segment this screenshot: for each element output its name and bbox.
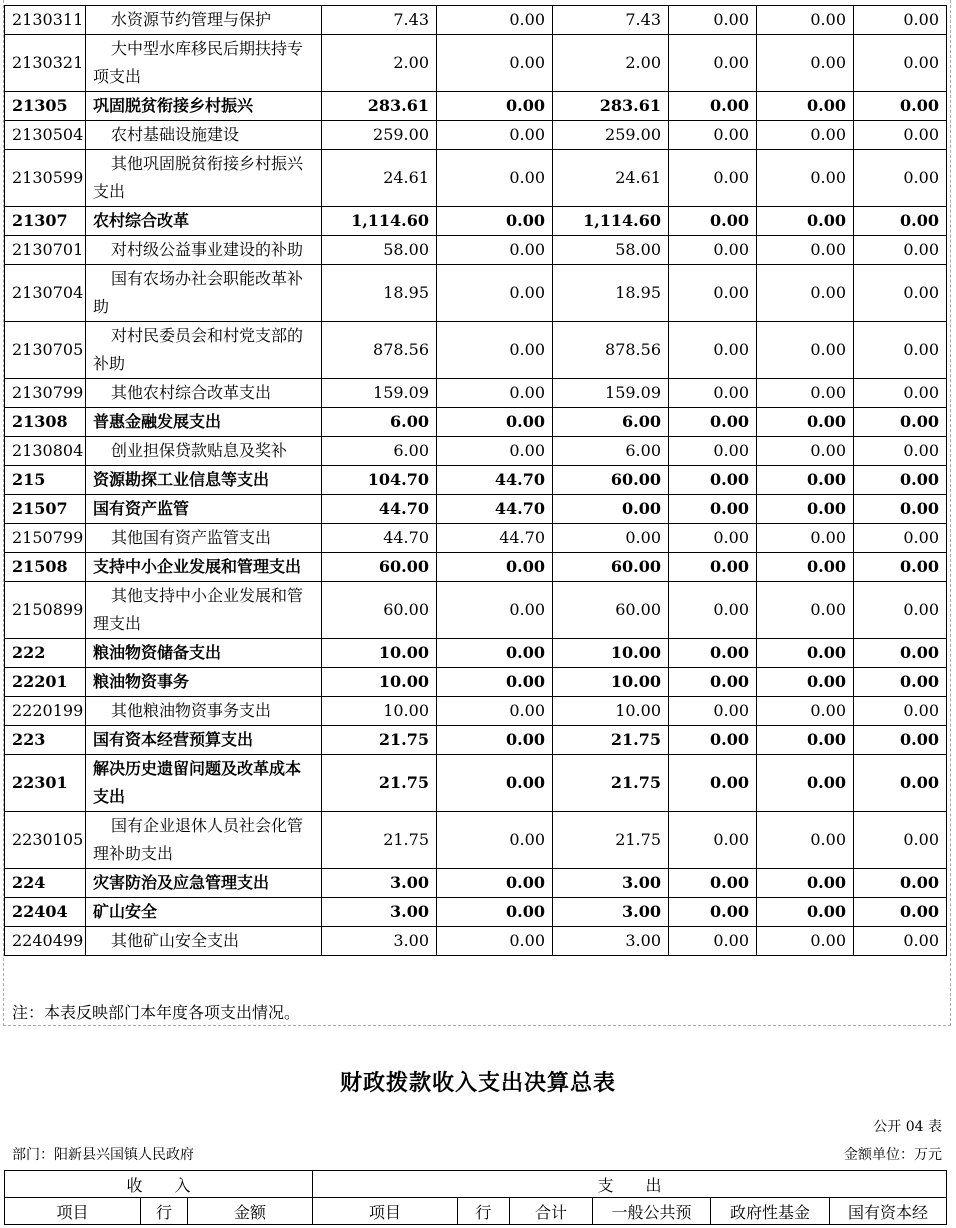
row-value-5: 0.00 xyxy=(757,408,854,437)
row-value-3: 10.00 xyxy=(553,668,669,697)
row-name: 其他粮油物资事务支出 xyxy=(111,701,272,720)
table-row xyxy=(5,466,947,495)
income-header: 收 入 xyxy=(5,1171,313,1198)
row-value-5: 0.00 xyxy=(757,668,854,697)
row-value-6: 0.00 xyxy=(854,92,947,121)
row-value-5: 0.00 xyxy=(757,524,854,553)
row-value-2: 0.00 xyxy=(437,150,553,207)
row-value-3: 3.00 xyxy=(553,898,669,927)
row-code: 21307 xyxy=(5,207,86,236)
col-general-budget: 一般公共预 xyxy=(593,1198,711,1225)
row-value-6: 0.00 xyxy=(854,322,947,379)
expenditure-table xyxy=(4,5,947,956)
row-value-4: 0.00 xyxy=(669,726,757,755)
row-code: 22404 xyxy=(5,898,86,927)
row-value-6: 0.00 xyxy=(854,582,947,639)
table-row xyxy=(5,495,947,524)
row-value-6: 0.00 xyxy=(854,524,947,553)
row-name: 普惠金融发展支出 xyxy=(93,412,222,431)
row-name-cell xyxy=(86,236,322,265)
row-value-1: 1,114.60 xyxy=(322,207,437,236)
row-code: 2130504 xyxy=(5,121,86,150)
row-name-cell xyxy=(86,150,322,207)
row-value-2: 0.00 xyxy=(437,207,553,236)
row-value-3: 21.75 xyxy=(553,812,669,869)
row-name: 水资源节约管理与保护 xyxy=(111,10,272,29)
row-value-1: 3.00 xyxy=(322,898,437,927)
row-value-1: 44.70 xyxy=(322,524,437,553)
table-row xyxy=(5,6,947,35)
row-code: 2130804 xyxy=(5,437,86,466)
col-income-line: 行 xyxy=(141,1198,188,1225)
row-name: 农村基础设施建设 xyxy=(111,125,240,144)
row-name-cell xyxy=(86,582,322,639)
table-row xyxy=(5,437,947,466)
row-value-6: 0.00 xyxy=(854,898,947,927)
row-value-4: 0.00 xyxy=(669,92,757,121)
row-name: 粮油物资事务 xyxy=(93,672,190,691)
row-value-5: 0.00 xyxy=(757,265,854,322)
row-value-2: 0.00 xyxy=(437,668,553,697)
row-code: 21507 xyxy=(5,495,86,524)
table-row xyxy=(5,92,947,121)
row-code: 224 xyxy=(5,869,86,898)
amount-unit-label: 金额单位：万元 xyxy=(844,1147,942,1163)
row-value-3: 3.00 xyxy=(553,927,669,956)
row-name-cell xyxy=(86,121,322,150)
row-value-4: 0.00 xyxy=(669,6,757,35)
row-value-4: 0.00 xyxy=(669,869,757,898)
row-value-2: 0.00 xyxy=(437,408,553,437)
row-value-3: 18.95 xyxy=(553,265,669,322)
row-value-2: 0.00 xyxy=(437,121,553,150)
row-name: 农村综合改革 xyxy=(93,211,190,230)
row-name: 大中型水库移民后期扶持专项支出 xyxy=(93,39,304,86)
row-value-3: 1,114.60 xyxy=(553,207,669,236)
row-value-6: 0.00 xyxy=(854,408,947,437)
row-value-5: 0.00 xyxy=(757,236,854,265)
table-row xyxy=(5,726,947,755)
row-value-3: 2.00 xyxy=(553,35,669,92)
row-value-2: 0.00 xyxy=(437,92,553,121)
row-name-cell xyxy=(86,35,322,92)
row-value-1: 60.00 xyxy=(322,582,437,639)
col-income-amount: 金额 xyxy=(188,1198,313,1225)
table-row xyxy=(5,322,947,379)
row-value-3: 24.61 xyxy=(553,150,669,207)
row-value-1: 104.70 xyxy=(322,466,437,495)
row-value-6: 0.00 xyxy=(854,553,947,582)
row-value-5: 0.00 xyxy=(757,466,854,495)
row-code: 2130799 xyxy=(5,379,86,408)
row-value-5: 0.00 xyxy=(757,869,854,898)
col-expense-item: 项目 xyxy=(313,1198,458,1225)
row-value-4: 0.00 xyxy=(669,265,757,322)
row-value-1: 3.00 xyxy=(322,869,437,898)
row-name: 巩固脱贫衔接乡村振兴 xyxy=(93,96,254,115)
row-name-cell xyxy=(86,6,322,35)
row-value-1: 159.09 xyxy=(322,379,437,408)
table-body xyxy=(5,6,947,956)
department-label: 部门：阳新县兴国镇人民政府 xyxy=(12,1147,194,1163)
row-value-5: 0.00 xyxy=(757,582,854,639)
row-value-1: 10.00 xyxy=(322,697,437,726)
row-value-3: 60.00 xyxy=(553,466,669,495)
row-value-4: 0.00 xyxy=(669,466,757,495)
row-value-2: 0.00 xyxy=(437,582,553,639)
row-value-6: 0.00 xyxy=(854,697,947,726)
row-value-2: 0.00 xyxy=(437,265,553,322)
table-row xyxy=(5,207,947,236)
row-name: 其他巩固脱贫衔接乡村振兴支出 xyxy=(93,154,304,201)
row-value-1: 10.00 xyxy=(322,639,437,668)
row-name-cell xyxy=(86,755,322,812)
row-name-cell xyxy=(86,408,322,437)
row-name-cell xyxy=(86,379,322,408)
row-value-3: 10.00 xyxy=(553,697,669,726)
row-name-cell xyxy=(86,322,322,379)
col-expense-total: 合计 xyxy=(510,1198,593,1225)
row-value-6: 0.00 xyxy=(854,6,947,35)
row-name: 国有资产监管 xyxy=(93,499,190,518)
row-value-2: 0.00 xyxy=(437,697,553,726)
row-code: 2130705 xyxy=(5,322,86,379)
row-value-4: 0.00 xyxy=(669,437,757,466)
row-value-4: 0.00 xyxy=(669,495,757,524)
table-row xyxy=(5,697,947,726)
table-row xyxy=(5,812,947,869)
row-name-cell xyxy=(86,92,322,121)
row-code: 21308 xyxy=(5,408,86,437)
row-value-3: 6.00 xyxy=(553,437,669,466)
row-value-1: 24.61 xyxy=(322,150,437,207)
row-name: 粮油物资储备支出 xyxy=(93,643,222,662)
row-value-5: 0.00 xyxy=(757,639,854,668)
row-name-cell xyxy=(86,639,322,668)
row-value-4: 0.00 xyxy=(669,379,757,408)
row-value-5: 0.00 xyxy=(757,927,854,956)
row-value-6: 0.00 xyxy=(854,668,947,697)
col-state-capital: 国有资本经 xyxy=(830,1198,947,1225)
row-value-5: 0.00 xyxy=(757,697,854,726)
row-value-2: 0.00 xyxy=(437,726,553,755)
row-value-3: 159.09 xyxy=(553,379,669,408)
row-code: 2130704 xyxy=(5,265,86,322)
row-value-3: 283.61 xyxy=(553,92,669,121)
row-name: 支持中小企业发展和管理支出 xyxy=(93,557,302,576)
row-value-6: 0.00 xyxy=(854,236,947,265)
table-note: 注：本表反映部门本年度各项支出情况。 xyxy=(12,1003,301,1022)
table-row xyxy=(5,668,947,697)
col-gov-fund: 政府性基金 xyxy=(711,1198,830,1225)
row-value-5: 0.00 xyxy=(757,726,854,755)
table-row xyxy=(5,869,947,898)
row-name: 创业担保贷款贴息及奖补 xyxy=(111,441,288,460)
row-name-cell xyxy=(86,668,322,697)
table-row xyxy=(5,755,947,812)
row-value-2: 0.00 xyxy=(437,6,553,35)
row-value-5: 0.00 xyxy=(757,379,854,408)
row-value-1: 283.61 xyxy=(322,92,437,121)
row-value-3: 878.56 xyxy=(553,322,669,379)
row-code: 2240499 xyxy=(5,927,86,956)
row-value-1: 878.56 xyxy=(322,322,437,379)
row-value-3: 0.00 xyxy=(553,524,669,553)
table-row xyxy=(5,553,947,582)
row-value-6: 0.00 xyxy=(854,927,947,956)
row-value-3: 3.00 xyxy=(553,869,669,898)
table-row xyxy=(5,582,947,639)
row-value-1: 6.00 xyxy=(322,437,437,466)
row-value-6: 0.00 xyxy=(854,265,947,322)
row-value-1: 6.00 xyxy=(322,408,437,437)
row-name: 对村民委员会和村党支部的补助 xyxy=(93,326,304,373)
row-value-3: 60.00 xyxy=(553,582,669,639)
row-name-cell xyxy=(86,265,322,322)
row-value-4: 0.00 xyxy=(669,755,757,812)
row-value-5: 0.00 xyxy=(757,150,854,207)
row-value-1: 58.00 xyxy=(322,236,437,265)
row-value-5: 0.00 xyxy=(757,207,854,236)
row-name-cell xyxy=(86,437,322,466)
row-value-4: 0.00 xyxy=(669,207,757,236)
row-name: 其他矿山安全支出 xyxy=(111,931,240,950)
expense-header: 支 出 xyxy=(313,1171,947,1198)
row-name-cell xyxy=(86,869,322,898)
row-value-4: 0.00 xyxy=(669,524,757,553)
row-name: 灾害防治及应急管理支出 xyxy=(93,873,270,892)
row-value-2: 44.70 xyxy=(437,466,553,495)
row-value-6: 0.00 xyxy=(854,207,947,236)
table-row xyxy=(5,524,947,553)
row-name: 国有农场办社会职能改革补助 xyxy=(93,269,304,316)
summary-table-header xyxy=(4,1170,947,1225)
row-name: 国有资本经营预算支出 xyxy=(93,730,254,749)
row-value-1: 44.70 xyxy=(322,495,437,524)
row-value-3: 6.00 xyxy=(553,408,669,437)
row-value-5: 0.00 xyxy=(757,437,854,466)
row-code: 2130311 xyxy=(5,6,86,35)
row-value-1: 2.00 xyxy=(322,35,437,92)
row-code: 223 xyxy=(5,726,86,755)
row-name: 其他农村综合改革支出 xyxy=(111,383,272,402)
table-row xyxy=(5,408,947,437)
row-value-5: 0.00 xyxy=(757,812,854,869)
row-code: 22201 xyxy=(5,668,86,697)
row-name-cell xyxy=(86,466,322,495)
row-value-1: 259.00 xyxy=(322,121,437,150)
row-value-6: 0.00 xyxy=(854,726,947,755)
table-row xyxy=(5,236,947,265)
table-row xyxy=(5,898,947,927)
row-code: 2130321 xyxy=(5,35,86,92)
row-value-6: 0.00 xyxy=(854,466,947,495)
row-value-5: 0.00 xyxy=(757,755,854,812)
row-value-5: 0.00 xyxy=(757,898,854,927)
table-row xyxy=(5,265,947,322)
row-value-4: 0.00 xyxy=(669,236,757,265)
form-number: 公开 04 表 xyxy=(873,1119,942,1135)
row-value-2: 0.00 xyxy=(437,869,553,898)
row-value-4: 0.00 xyxy=(669,697,757,726)
table-row xyxy=(5,35,947,92)
row-code: 2130701 xyxy=(5,236,86,265)
row-code: 2150899 xyxy=(5,582,86,639)
row-code: 22301 xyxy=(5,755,86,812)
row-name: 矿山安全 xyxy=(93,902,158,921)
row-name: 资源勘探工业信息等支出 xyxy=(93,470,270,489)
table-row xyxy=(5,639,947,668)
row-value-5: 0.00 xyxy=(757,495,854,524)
row-value-6: 0.00 xyxy=(854,150,947,207)
row-value-3: 21.75 xyxy=(553,726,669,755)
row-value-5: 0.00 xyxy=(757,35,854,92)
row-code: 2130599 xyxy=(5,150,86,207)
row-value-6: 0.00 xyxy=(854,495,947,524)
row-code: 21508 xyxy=(5,553,86,582)
row-value-1: 60.00 xyxy=(322,553,437,582)
row-value-4: 0.00 xyxy=(669,553,757,582)
row-value-5: 0.00 xyxy=(757,121,854,150)
row-value-2: 0.00 xyxy=(437,437,553,466)
row-value-6: 0.00 xyxy=(854,812,947,869)
table-row xyxy=(5,379,947,408)
row-code: 2230105 xyxy=(5,812,86,869)
row-value-2: 44.70 xyxy=(437,524,553,553)
row-value-3: 10.00 xyxy=(553,639,669,668)
row-value-1: 21.75 xyxy=(322,812,437,869)
row-name-cell xyxy=(86,495,322,524)
row-value-1: 3.00 xyxy=(322,927,437,956)
row-value-1: 21.75 xyxy=(322,755,437,812)
table-row xyxy=(5,150,947,207)
row-value-6: 0.00 xyxy=(854,755,947,812)
row-value-2: 0.00 xyxy=(437,35,553,92)
row-name-cell xyxy=(86,697,322,726)
page-title: 财政拨款收入支出决算总表 xyxy=(339,1071,616,1096)
row-value-3: 259.00 xyxy=(553,121,669,150)
row-name: 解决历史遗留问题及改革成本支出 xyxy=(93,759,302,806)
row-value-6: 0.00 xyxy=(854,379,947,408)
row-code: 2150799 xyxy=(5,524,86,553)
row-value-6: 0.00 xyxy=(854,639,947,668)
row-name-cell xyxy=(86,927,322,956)
col-expense-line: 行 xyxy=(458,1198,510,1225)
row-value-5: 0.00 xyxy=(757,6,854,35)
row-name-cell xyxy=(86,812,322,869)
row-code: 21305 xyxy=(5,92,86,121)
row-value-3: 0.00 xyxy=(553,495,669,524)
row-name-cell xyxy=(86,553,322,582)
row-value-2: 44.70 xyxy=(437,495,553,524)
table-row xyxy=(5,121,947,150)
row-value-2: 0.00 xyxy=(437,812,553,869)
row-code: 2220199 xyxy=(5,697,86,726)
row-value-2: 0.00 xyxy=(437,379,553,408)
row-value-2: 0.00 xyxy=(437,236,553,265)
row-value-6: 0.00 xyxy=(854,35,947,92)
row-value-1: 7.43 xyxy=(322,6,437,35)
col-income-item: 项目 xyxy=(5,1198,141,1225)
row-name: 其他支持中小企业发展和管理支出 xyxy=(93,586,304,633)
row-value-6: 0.00 xyxy=(854,437,947,466)
row-value-4: 0.00 xyxy=(669,150,757,207)
row-value-2: 0.00 xyxy=(437,553,553,582)
row-value-2: 0.00 xyxy=(437,898,553,927)
row-value-2: 0.00 xyxy=(437,755,553,812)
row-code: 222 xyxy=(5,639,86,668)
row-value-3: 7.43 xyxy=(553,6,669,35)
row-name-cell xyxy=(86,726,322,755)
row-value-4: 0.00 xyxy=(669,668,757,697)
row-value-4: 0.00 xyxy=(669,322,757,379)
row-value-2: 0.00 xyxy=(437,927,553,956)
row-name: 对村级公益事业建设的补助 xyxy=(111,240,304,259)
row-value-4: 0.00 xyxy=(669,408,757,437)
row-value-5: 0.00 xyxy=(757,92,854,121)
row-name-cell xyxy=(86,898,322,927)
row-value-5: 0.00 xyxy=(757,553,854,582)
row-value-4: 0.00 xyxy=(669,582,757,639)
row-value-1: 18.95 xyxy=(322,265,437,322)
row-name: 其他国有资产监管支出 xyxy=(111,528,272,547)
row-code: 215 xyxy=(5,466,86,495)
row-value-4: 0.00 xyxy=(669,898,757,927)
row-value-1: 10.00 xyxy=(322,668,437,697)
row-name-cell xyxy=(86,207,322,236)
row-value-4: 0.00 xyxy=(669,35,757,92)
row-value-1: 21.75 xyxy=(322,726,437,755)
row-name: 国有企业退休人员社会化管理补助支出 xyxy=(93,816,304,863)
table-row xyxy=(5,927,947,956)
row-name-cell xyxy=(86,524,322,553)
row-value-6: 0.00 xyxy=(854,869,947,898)
row-value-2: 0.00 xyxy=(437,639,553,668)
row-value-5: 0.00 xyxy=(757,322,854,379)
row-value-3: 21.75 xyxy=(553,755,669,812)
row-value-4: 0.00 xyxy=(669,121,757,150)
row-value-6: 0.00 xyxy=(854,121,947,150)
row-value-4: 0.00 xyxy=(669,927,757,956)
row-value-2: 0.00 xyxy=(437,322,553,379)
row-value-3: 58.00 xyxy=(553,236,669,265)
row-value-4: 0.00 xyxy=(669,812,757,869)
row-value-3: 60.00 xyxy=(553,553,669,582)
row-value-4: 0.00 xyxy=(669,639,757,668)
